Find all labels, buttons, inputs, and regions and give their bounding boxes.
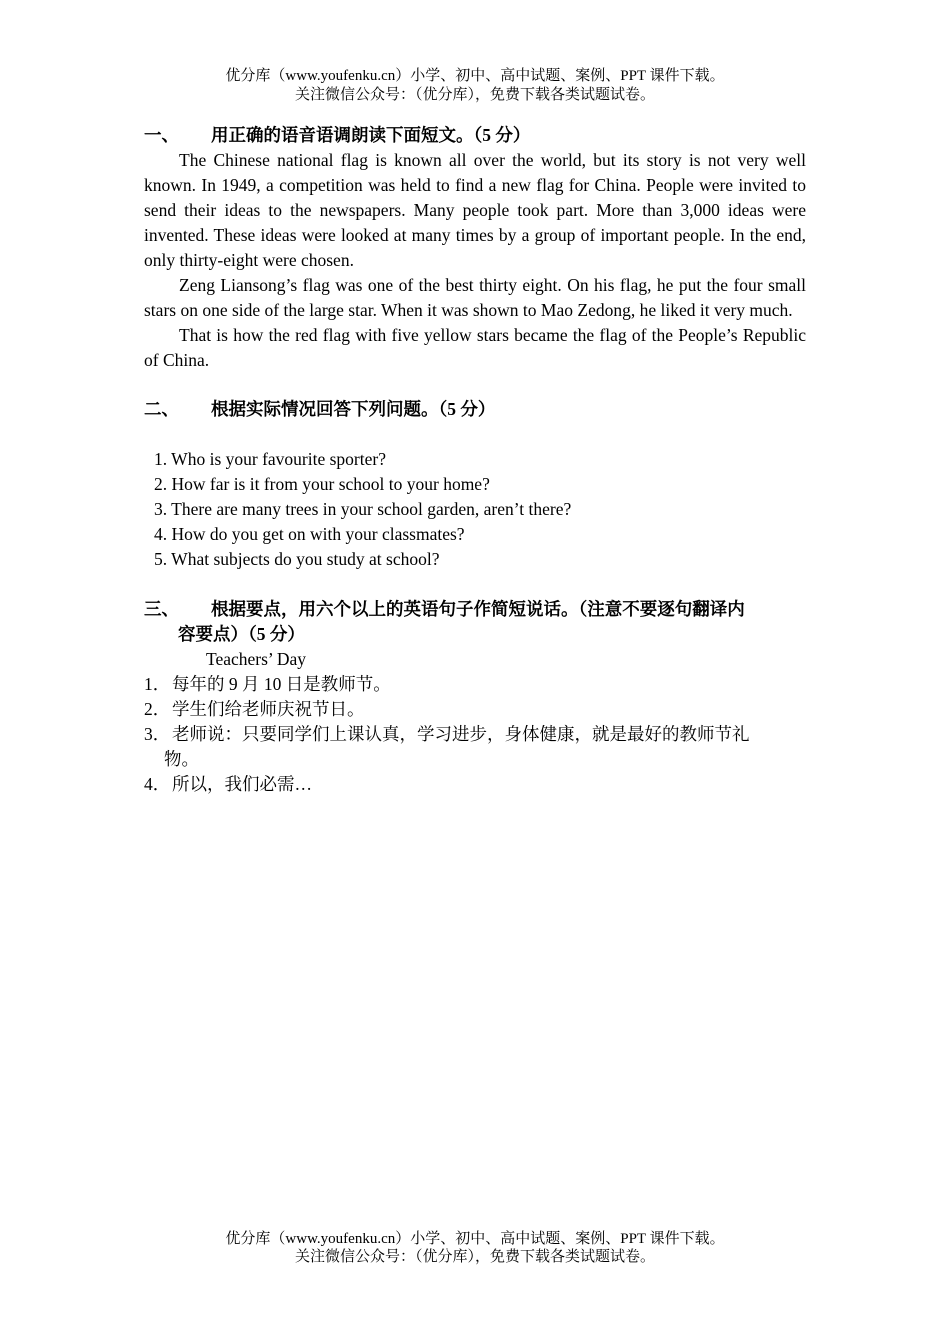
header-line-1: 优分库（www.youfenku.cn）小学、初中、高中试题、案例、PPT 课件下载。: [225, 68, 725, 84]
section-1-heading: 用正确的语音语调朗读下面短文。（5 分）: [211, 125, 531, 145]
section-2-heading: 根据实际情况回答下列问题。（5 分）: [211, 399, 496, 419]
section-1-number: 一、: [144, 125, 179, 145]
section-3-heading-line-1: 根据要点，用六个以上的英语句子作简短说话。（注意不要逐句翻译内: [211, 599, 745, 619]
point-item: 1． 每年的 9 月 10 日是教师节。: [144, 674, 391, 694]
section-3-title: [144, 597, 806, 647]
section-3-number: 三、: [144, 599, 179, 619]
footer-line-2: 关注微信公众号：（优分库），免费下载各类试题试卷。: [294, 1249, 655, 1265]
point-item: 2． 学生们给老师庆祝节日。: [144, 699, 365, 719]
section-3-heading-line-2: 容要点）（5 分）: [178, 624, 305, 644]
footer-line-1: 优分库（www.youfenku.cn）小学、初中、高中试题、案例、PPT 课件下载。: [225, 1231, 725, 1247]
question-item: 1. Who is your favourite sporter?: [154, 449, 386, 469]
section-1-title: [144, 123, 806, 148]
question-list: [144, 447, 806, 572]
point-item: 4． 所以，我们必需…: [144, 774, 312, 794]
section-2-title: [144, 397, 806, 422]
question-item: 5. What subjects do you study at school?: [154, 549, 440, 569]
question-item: 2. How far is it from your school to your home?: [154, 474, 490, 494]
passage-paragraph-3: That is how the red flag with five yellow stars became the flag of the People’s Republic of China.: [144, 325, 806, 370]
point-item-continuation: 物。: [164, 749, 199, 769]
question-item: 4. How do you get on with your classmates?: [154, 524, 465, 544]
topic-title: Teachers’ Day: [206, 649, 306, 669]
passage-paragraph-1: The Chinese national flag is known all over the world, but its story is not very well known. In 1949, a competition was held to find a new flag for China. People were invited to send their ideas to the newspapers. Many people took part. More than 3,000 ideas were invented. These ideas were looked at many times by a group of important people. In the end, only thirty-eight were chosen.: [144, 150, 806, 270]
section-2-number: 二、: [144, 399, 179, 419]
question-item: 3. There are many trees in your school garden, aren’t there?: [154, 499, 572, 519]
document-body: [144, 123, 806, 797]
point-item: 3． 老师说：只要同学们上课认真，学习进步，身体健康，就是最好的教师节礼: [144, 724, 750, 744]
header-line-2: 关注微信公众号：（优分库），免费下载各类试题试卷。: [294, 87, 655, 103]
passage-paragraph-2: Zeng Liansong’s flag was one of the best thirty eight. On his flag, he put the four small stars on one side of the large star. When it was shown to Mao Zedong, he liked it very much.: [144, 275, 806, 320]
